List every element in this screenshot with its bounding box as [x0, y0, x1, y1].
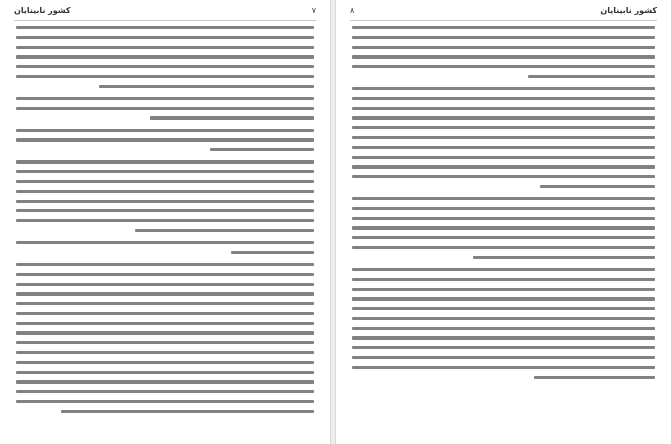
- page-header: [14, 6, 316, 21]
- text-line: [16, 65, 314, 68]
- text-line: [16, 26, 314, 29]
- text-line: [16, 380, 314, 383]
- paragraph: [352, 26, 655, 78]
- running-title: کشور نابینایان: [600, 6, 657, 15]
- paragraph: [16, 97, 314, 120]
- text-line: [99, 85, 314, 88]
- text-line: [16, 263, 314, 266]
- text-line: [352, 317, 655, 320]
- text-line: [352, 26, 655, 29]
- text-line: [16, 283, 314, 286]
- text-line: [352, 336, 655, 339]
- text-line: [16, 107, 314, 110]
- text-line: [16, 292, 314, 295]
- text-line: [16, 241, 314, 244]
- left-page: [0, 0, 330, 444]
- text-line: [16, 209, 314, 212]
- text-line: [16, 371, 314, 374]
- text-line: [528, 75, 655, 78]
- text-line: [352, 297, 655, 300]
- text-line: [16, 312, 314, 315]
- paragraph: [16, 263, 314, 413]
- paragraph: [16, 160, 314, 232]
- text-line: [352, 217, 655, 220]
- text-line: [352, 55, 655, 58]
- text-line: [352, 156, 655, 159]
- text-line: [16, 331, 314, 334]
- text-line: [352, 146, 655, 149]
- text-line: [352, 175, 655, 178]
- text-line: [16, 390, 314, 393]
- text-line: [16, 55, 314, 58]
- text-line: [352, 126, 655, 129]
- paragraph: [16, 129, 314, 152]
- text-line: [16, 170, 314, 173]
- text-line: [534, 376, 655, 379]
- text-line: [150, 116, 314, 119]
- text-line: [16, 341, 314, 344]
- text-line: [16, 97, 314, 100]
- text-line: [16, 46, 314, 49]
- text-line: [16, 36, 314, 39]
- text-line: [352, 246, 655, 249]
- text-line: [473, 256, 655, 259]
- paragraph: [16, 26, 314, 88]
- text-line: [352, 356, 655, 359]
- text-line: [352, 366, 655, 369]
- text-line: [352, 165, 655, 168]
- text-line: [16, 75, 314, 78]
- text-line: [352, 268, 655, 271]
- text-line: [352, 107, 655, 110]
- text-line: [352, 36, 655, 39]
- text-line: [352, 236, 655, 239]
- paragraph: [352, 197, 655, 259]
- text-line: [352, 278, 655, 281]
- text-line: [16, 273, 314, 276]
- text-line: [352, 87, 655, 90]
- text-line: [16, 302, 314, 305]
- paragraph: [352, 268, 655, 379]
- text-line: [352, 346, 655, 349]
- text-line: [16, 400, 314, 403]
- running-title: کشور نابینایان: [14, 6, 71, 15]
- page-header: [350, 6, 657, 21]
- text-line: [135, 229, 314, 232]
- text-line: [16, 138, 314, 141]
- text-line: [352, 97, 655, 100]
- paragraph: [16, 241, 314, 254]
- text-line: [352, 226, 655, 229]
- right-page: [336, 0, 671, 444]
- text-line: [16, 351, 314, 354]
- text-line: [231, 251, 314, 254]
- text-line: [352, 327, 655, 330]
- text-line: [16, 200, 314, 203]
- text-line: [352, 46, 655, 49]
- page-number: ۷: [311, 6, 316, 15]
- text-line: [352, 307, 655, 310]
- page-body: [352, 26, 655, 438]
- text-line: [16, 361, 314, 364]
- text-line: [61, 410, 314, 413]
- text-line: [210, 148, 314, 151]
- text-line: [540, 185, 655, 188]
- paragraph: [352, 87, 655, 188]
- text-line: [16, 180, 314, 183]
- text-line: [352, 288, 655, 291]
- text-line: [16, 190, 314, 193]
- text-line: [352, 197, 655, 200]
- text-line: [16, 129, 314, 132]
- text-line: [352, 65, 655, 68]
- page-body: [16, 26, 314, 438]
- text-line: [16, 160, 314, 163]
- text-line: [352, 136, 655, 139]
- text-line: [16, 322, 314, 325]
- text-line: [352, 207, 655, 210]
- text-line: [352, 116, 655, 119]
- page-number: ۸: [350, 6, 355, 15]
- text-line: [16, 219, 314, 222]
